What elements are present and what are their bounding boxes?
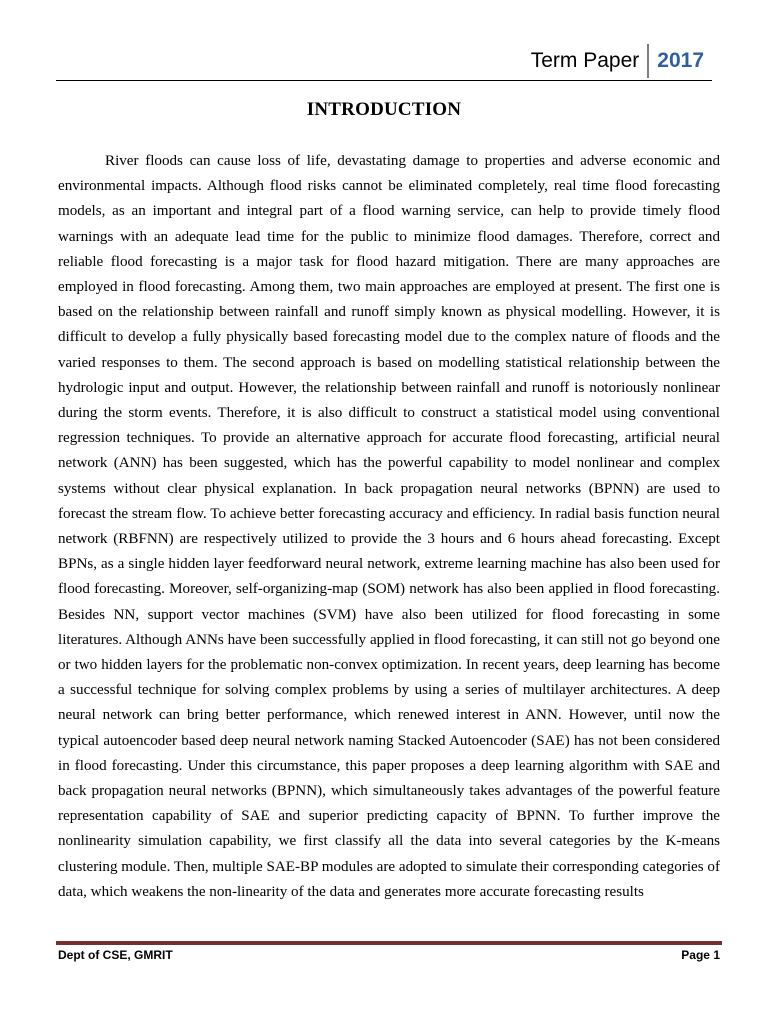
- body-paragraph: River floods can cause loss of life, devastating damage to properties and adverse economic and environmental impacts. Although flood risks cannot be eliminated completely, real time flood forecasting models, as an important and integral part of a flood warning service, can help to provide timely flood warnings with an adequate lead time for the public to minimize flood damages. Therefore, correct and reliable flood forecasting is a major task for flood hazard mitigation. There are many approaches are employed in flood forecasting. Among them, two main approaches are employed at present. The first one is based on the relationship between rainfall and runoff simply known as physical modelling. However, it is difficult to develop a fully physically based forecasting model due to the complex nature of floods and the varied responses to them. The second approach is based on modelling statistical relationship between the hydrologic input and output. However, the relationship between rainfall and runoff is notoriously nonlinear during the storm events. Therefore, it is also difficult to construct a statistical model using conventional regression techniques. To provide an alternative approach for accurate flood forecasting, artificial neural network (ANN) has been suggested, which has the powerful capability to model nonlinear and complex systems without clear physical explanation. In back propagation neural networks (BPNN) are used to forecast the stream flow. To achieve better forecasting accuracy and efficiency. In radial basis function neural network (RBFNN) are respectively utilized to provide the 3 hours and 6 hours ahead forecasting. Except BPNs, as a single hidden layer feedforward neural network, extreme learning machine has also been used for flood forecasting. Moreover, self-organizing-map (SOM) network has also been applied in flood forecasting. Besides NN, support vector machines (SVM) have also been utilized for flood forecasting in some literatures. Although ANNs have been successfully applied in flood forecasting, it can still not go beyond one or two hidden layers for the problematic non-convex optimization. In recent years, deep learning has become a successful technique for solving complex problems by using a series of multilayer architectures. A deep neural network can bring better performance, which renewed interest in ANN. However, until now the typical autoencoder based deep neural network naming Stacked Autoencoder (SAE) has not been considered in flood forecasting. Under this circumstance, this paper proposes a deep learning algorithm with SAE and back propagation neural networks (BPNN), which simultaneously takes advantages of the powerful feature representation capability of SAE and superior predicting capacity of BPNN. To further improve the nonlinearity simulation capability, we first classify all the data into several categories by the K-means clustering module. Then, multiple SAE-BP modules are adopted to simulate their corresponding categories of data, which weakens the non-linearity of the data and generates more accurate forecasting results: [58, 153, 720, 900]
- header-title: Term Paper: [530, 49, 640, 72]
- header-rule: [56, 80, 712, 81]
- footer-page-number: Page 1: [681, 948, 720, 962]
- footer-rule: [56, 941, 722, 945]
- section-heading: INTRODUCTION: [306, 99, 462, 120]
- page-footer: [58, 948, 720, 962]
- page-header: [531, 44, 704, 78]
- footer-department: Dept of CSE, GMRIT: [58, 948, 173, 962]
- header-year: 2017: [657, 49, 704, 72]
